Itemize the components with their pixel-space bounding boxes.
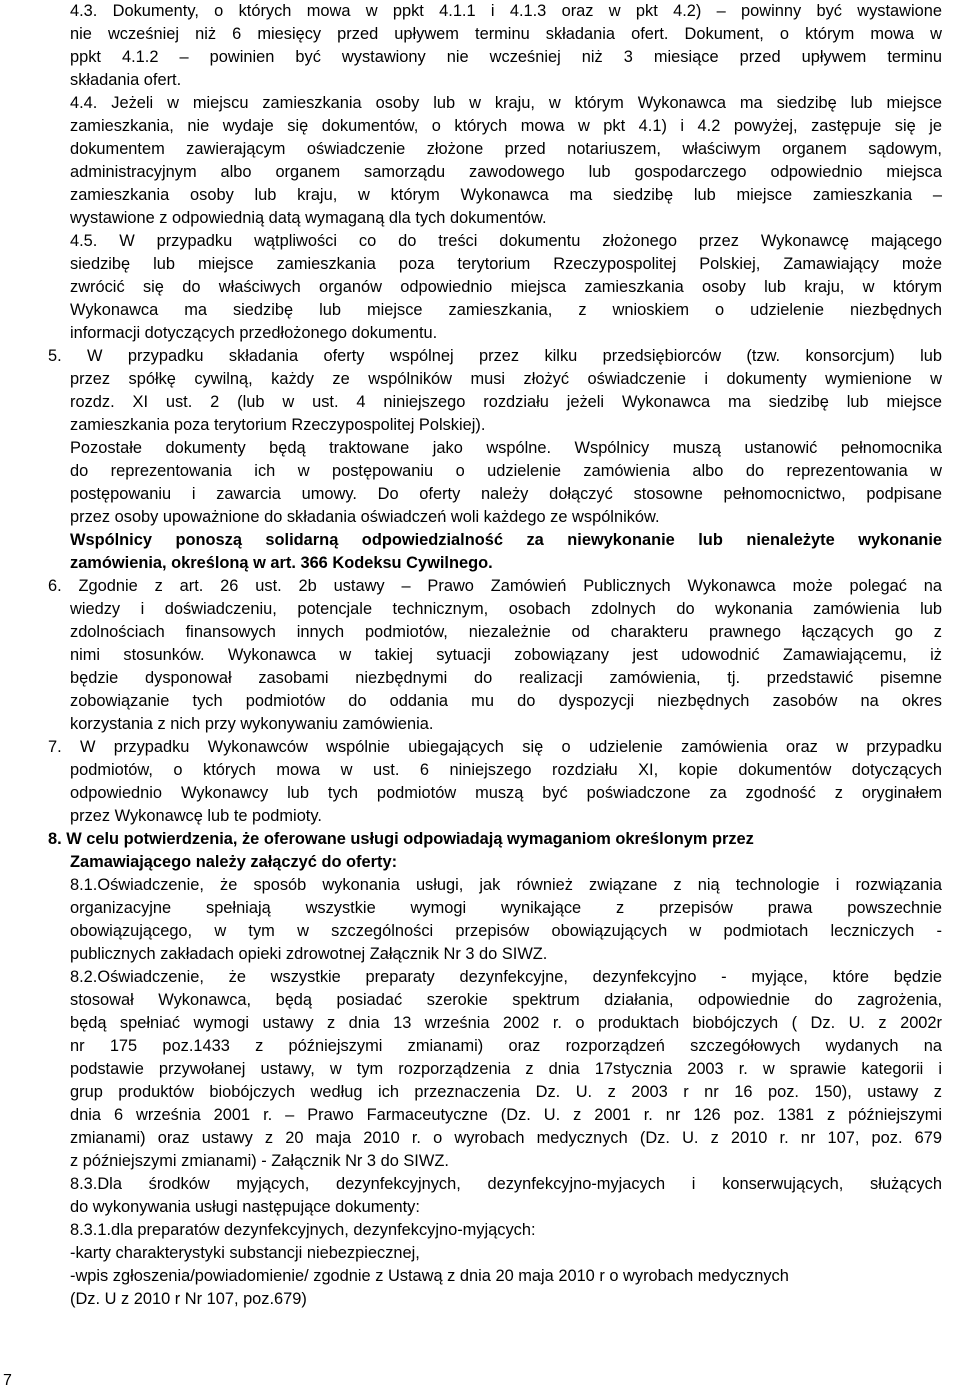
text-line: dokumentem zawierającym oświadczenie złożone przed notariuszem, właściwym organem sądowym, [70,140,942,158]
text-line: publicznych zakładach opieki zdrowotnej Załącznik Nr 3 do SIWZ. [70,945,548,963]
text-line: grup produktów biobójczych według ich przeznaczenia Dz. U. z 2003 r nr 16 poz. 150), ustawy z [70,1083,942,1101]
text-line: zamówienia, określoną w art. 366 Kodeksu Cywilnego. [70,554,493,572]
text-line: -karty charakterystyki substancji niebezpiecznej, [70,1244,420,1262]
text-line: ppkt 4.1.2 – powinien być wystawiony nie wcześniej niż 3 miesiące przed upływem terminu [70,48,942,66]
text-line: 4.5. W przypadku wątpliwości co do treści dokumentu złożonego przez Wykonawcę mającego [70,232,942,250]
text-line: obowiązującego, w tym w szczególności przepisów obowiązujących w podmiotach leczniczych - [70,922,942,940]
text-line: (Dz. U z 2010 r Nr 107, poz.679) [70,1290,307,1308]
text-line: organizacyjne spełniają wszystkie wymogi wynikające z przepisów prawa powszechnie [70,899,942,917]
text-line: zdolnościach finansowych innych podmiotów, niezależnie od charakteru prawnego łączących go z [70,623,942,641]
text-line: z późniejszymi zmianami) - Załącznik Nr 3 do SIWZ. [70,1152,449,1170]
text-line: zamieszkania osoby lub kraju, w którym Wykonawca ma siedzibę lub miejsce zamieszkania – [70,186,942,204]
text-line: do reprezentowania ich w postępowaniu o udzielenie zamówienia albo do reprezentowania w [70,462,942,480]
text-line: odpowiednio Wykonawcy lub tych podmiotów muszą być poświadczone za zgodność z oryginałem [70,784,942,802]
text-line: 8.1.Oświadczenie, że sposób wykonania usługi, jak również związane z nią technologie i rozwiązania [70,876,942,894]
text-line: rozdz. XI ust. 2 (lub w ust. 4 niniejszego rozdziału jeżeli Wykonawca ma siedzibę lub miejsce [70,393,942,411]
text-line: 4.3. Dokumenty, o których mowa w ppkt 4.1.1 i 4.1.3 oraz w pkt 4.2) – powinny być wystawione [70,2,942,20]
text-line: będą spełniać wymogi ustawy z dnia 13 września 2002 r. o produktach biobójczych ( Dz. U. z 2002r [70,1014,942,1032]
text-line: postępowaniu i zawarcia umowy. Do oferty należy dołączyć stosowne pełnomocnictwo, podpisane [70,485,942,503]
text-line: 8.3.1.dla preparatów dezynfekcyjnych, dezynfekcyjno-myjących: [70,1221,536,1239]
text-line: 8.2.Oświadczenie, że wszystkie preparaty dezynfekcyjne, dezynfekcyjno - myjące, które będzie [70,968,942,986]
text-line: zamieszkania, nie wydaje się dokumentów, o których mowa w pkt 4.1) i 4.2 powyżej, zastępuje się je [70,117,942,135]
text-line: 7. W przypadku Wykonawców wspólnie ubiegających się o udzielenie zamówienia oraz w przypadku [48,738,942,756]
text-line: 8.3.Dla środków myjących, dezynfekcyjnych, dezynfekcyjno-myjacych i konserwujących, służących [70,1175,942,1193]
page-number: 7 [3,1372,12,1389]
text-line: stosował Wykonawca, będą posiadać szerokie spektrum działania, odpowiednie do zagrożenia, [70,991,942,1009]
text-line: nr 175 poz.1433 z późniejszymi zmianami) oraz rozporządzeń szczegółowych wydanych na [70,1037,942,1055]
text-line: informacji dotyczących przedłożonego dokumentu. [70,324,438,342]
text-line: składania ofert. [70,71,182,89]
text-line: 4.4. Jeżeli w miejscu zamieszkania osoby lub w kraju, w którym Wykonawca ma siedzibę lub miejsce [70,94,942,112]
text-line: będzie dysponował zasobami niezbędnymi do realizacji zamówienia, tj. przedstawić pisemne [70,669,942,687]
text-line: podmiotów, o których mowa w ust. 6 niniejszego rozdziału XI, kopie dokumentów dotyczących [70,761,942,779]
text-line: korzystania z nich przy wykonywaniu zamówienia. [70,715,434,733]
text-line: -wpis zgłoszenia/powiadomienie/ zgodnie z Ustawą z dnia 20 maja 2010 r o wyrobach medycznych [70,1267,789,1285]
text-line: siedzibę lub miejsce zamieszkania poza terytorium Rzeczypospolitej Polskiej, Zamawiający może [70,255,942,273]
text-line: Zamawiającego należy załączyć do oferty: [70,853,398,871]
text-line: wiedzy i doświadczeniu, potencjale technicznym, osobach zdolnych do wykonania zamówienia lub [70,600,942,618]
text-line: nie wcześniej niż 6 miesięcy przed upływem terminu składania ofert. Dokument, o którym mowa w [70,25,942,43]
text-line: przez osoby upoważnione do składania oświadczeń woli każdego ze wspólników. [70,508,660,526]
text-line: dnia 6 września 2001 r. – Prawo Farmaceutyczne (Dz. U. z 2001 r. nr 126 poz. 1381 z późniejszymi [70,1106,942,1124]
text-line: podstawie przywołanej ustawy, w tym rozporządzenia z dnia 17stycznia 2003 r. w sprawie kategorii i [70,1060,942,1078]
text-line: administracyjnym albo organem samorządu zawodowego lub gospodarczego odpowiednio miejsca [70,163,942,181]
text-line: zamieszkania poza terytorium Rzeczypospolitej Polskiej). [70,416,486,434]
text-line: 8. W celu potwierdzenia, że oferowane usługi odpowiadają wymaganiom określonym przez [48,830,754,848]
text-line: zmianami) oraz ustawy z 20 maja 2010 r. o wyrobach medycznych (Dz. U. z 2010 r. nr 107, poz. 679 [70,1129,942,1147]
text-line: Wykonawca ma siedzibę lub miejsce zamieszkania, z wnioskiem o udzielenie niezbędnych [70,301,942,319]
text-line: Wspólnicy ponoszą solidarną odpowiedzialność za niewykonanie lub nienależyte wykonanie [70,531,942,549]
text-line: przez spółkę cywilną, każdy ze wspólników musi złożyć oświadczenie i dokumenty wymienione w [70,370,942,388]
text-line: Pozostałe dokumenty będą traktowane jako wspólne. Wspólnicy muszą ustanowić pełnomocnika [70,439,942,457]
text-line: wystawione z odpowiednią datą wymaganą dla tych dokumentów. [70,209,547,227]
text-line: 5. W przypadku składania oferty wspólnej przez kilku przedsiębiorców (tzw. konsorcjum) lub [48,347,942,365]
text-line: zobowiązanie tych podmiotów do oddania mu do dyspozycji niezbędnych zasobów na okres [70,692,942,710]
text-line: przez Wykonawcę lub te podmioty. [70,807,322,825]
text-line: do wykonywania usługi następujące dokumenty: [70,1198,420,1216]
text-line: 6. Zgodnie z art. 26 ust. 2b ustawy – Prawo Zamówień Publicznych Wykonawca może polegać na [48,577,942,595]
text-line: zwrócić się do właściwych organów odpowiednio miejsca zamieszkania osoby lub kraju, w którym [70,278,942,296]
text-line: nimi stosunków. Wykonawca w takiej sytuacji zobowiązany jest udowodnić Zamawiającemu, iż [70,646,942,664]
